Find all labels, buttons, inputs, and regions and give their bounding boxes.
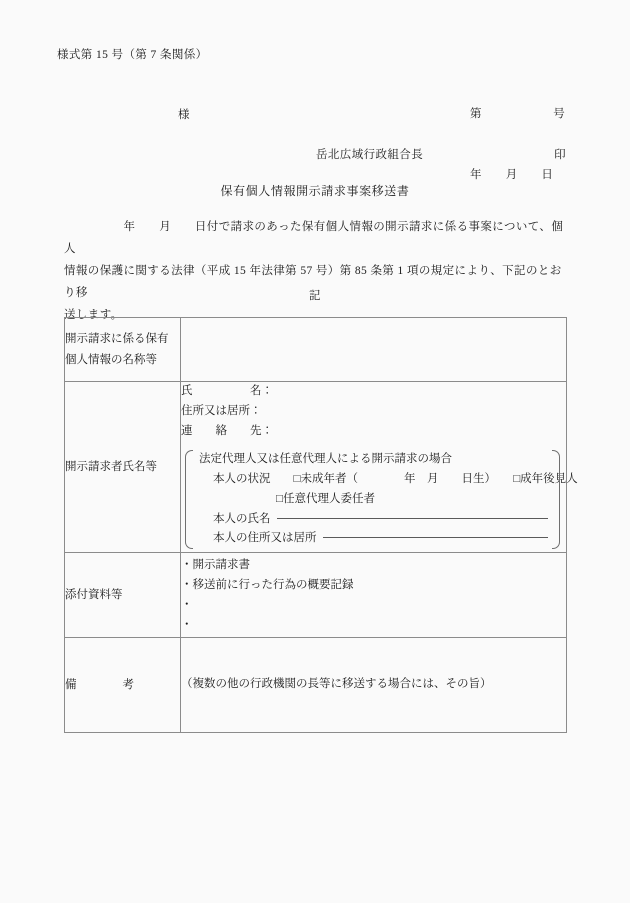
brace-left-icon <box>183 447 192 552</box>
document-number-date-block <box>470 64 565 225</box>
ki-mark: 記 <box>309 290 321 302</box>
agent-block-heading: 法定代理人又は任意代理人による開示請求の場合 <box>199 453 452 466</box>
form-table <box>64 317 578 733</box>
value-information-name[interactable] <box>181 318 567 382</box>
applicant-field-list <box>181 382 566 441</box>
label-information-name <box>65 318 181 382</box>
agent-status-line[interactable]: 本人の状況 □未成年者（ 年 月 日生） □成年後見人 <box>213 473 578 486</box>
agent-principal-address-row[interactable] <box>199 529 548 549</box>
brace-right-icon <box>553 447 562 552</box>
attachment-item[interactable]: ・ <box>181 619 193 632</box>
field-address[interactable]: 住所又は居所： <box>181 404 262 417</box>
attachment-item[interactable]: ・ <box>181 599 193 612</box>
label-information-name-line2: 個人情報の名称等 <box>65 353 157 366</box>
document-number-line: 第 号 <box>470 108 566 121</box>
agent-principal-name-label: 本人の氏名 <box>213 512 271 525</box>
body-paragraph <box>64 216 567 326</box>
value-applicant <box>181 382 578 553</box>
label-information-name-line1: 開示請求に係る保有 <box>65 333 169 346</box>
value-remarks[interactable] <box>181 638 567 733</box>
table-row-attachments <box>65 553 567 638</box>
agent-request-block <box>183 447 578 552</box>
agent-principal-name-rule[interactable] <box>277 518 549 519</box>
table-row-remarks <box>65 638 567 733</box>
attachment-item[interactable]: ・移送前に行った行為の概要記録 <box>181 579 354 592</box>
agent-principal-name-row[interactable] <box>199 510 548 530</box>
body-line-3: 送します。 <box>64 309 123 322</box>
body-line-2: 情報の保護に関する法律（平成 15 年法律第 57 号）第 85 条第 1 項の規定により、下記のとおり移 <box>64 265 562 300</box>
label-attachments: 添付資料等 <box>65 553 181 638</box>
document-date-line: 年 月 日 <box>470 168 554 181</box>
issuer-row <box>316 147 566 164</box>
addressee-suffix: 様 <box>178 109 190 121</box>
body-line-1: 年 月 日付で請求のあった保有個人情報の開示請求に係る事案について、個人 <box>64 221 564 256</box>
seal-mark: 印 <box>554 149 566 161</box>
attachment-item[interactable]: ・開示請求書 <box>181 559 250 572</box>
issuer-name: 岳北広域行政組合長 <box>316 149 424 161</box>
table-row-applicant <box>65 382 567 553</box>
field-contact[interactable]: 連 絡 先： <box>181 424 273 437</box>
value-attachments <box>181 553 567 638</box>
agent-status-line-2[interactable]: □任意代理人委任者 <box>276 492 375 505</box>
label-applicant: 開示請求者氏名等 <box>65 382 181 553</box>
label-remarks: 備 考 <box>65 638 181 733</box>
agent-principal-address-label: 本人の住所又は居所 <box>213 532 317 545</box>
remarks-note: （複数の他の行政機関の長等に移送する場合には、その旨） <box>181 678 492 691</box>
table-row-information-name <box>65 318 567 382</box>
field-name[interactable]: 氏 名： <box>181 385 273 397</box>
document-title: 保有個人情報開示請求事案移送書 <box>220 184 410 198</box>
agent-principal-address-rule[interactable] <box>323 537 549 538</box>
form-number: 様式第 15 号（第 7 条関係） <box>57 49 208 61</box>
